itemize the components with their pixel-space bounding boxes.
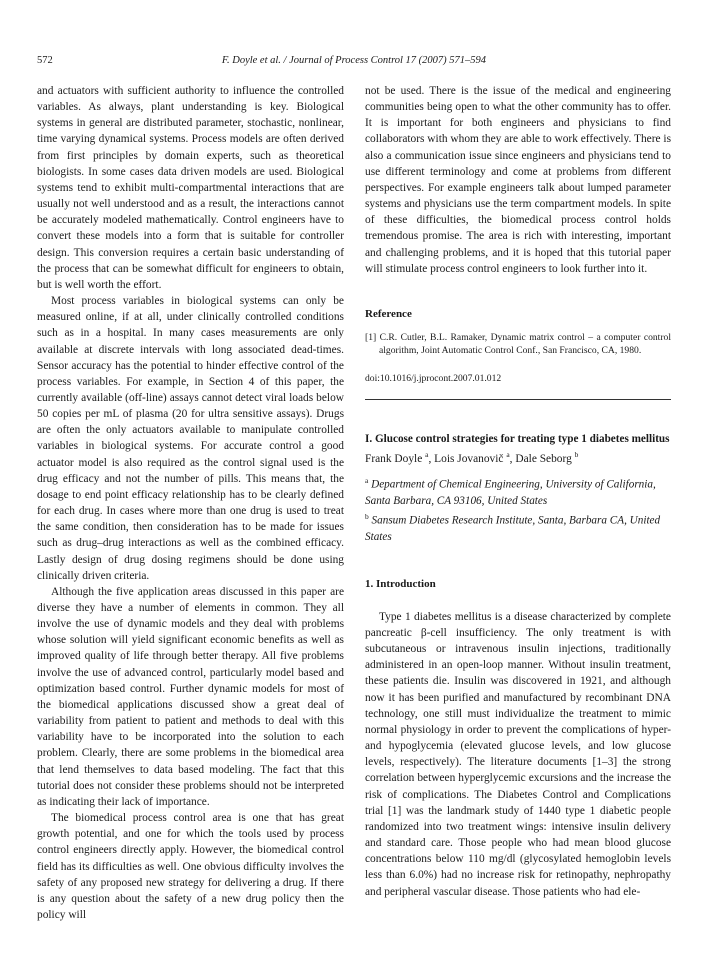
author-list: Frank Doyle $^a$, Lois Jovanovič $^a$, Dale Seborg $^b$ <box>365 449 579 465</box>
page-header <box>37 55 671 71</box>
affiliation <box>365 473 671 509</box>
right-column <box>365 83 671 900</box>
author-name: Lois Jovanovič <box>434 452 504 465</box>
affiliation-mark: a <box>506 449 510 459</box>
affiliation-mark: a <box>365 475 369 485</box>
author-name: Dale Seborg <box>515 452 572 465</box>
affiliation <box>365 509 671 545</box>
affiliation-mark: a <box>425 449 429 459</box>
body-paragraph: The biomedical process control area is one that has great growth potential, and one for which the tools used by process control engineers directly apply. However, the biomedical control field has its difficulties as well. One obvious difficulty involves the safety of any proposed new strategy for delivering a drug. If there is any question about the safety of a new drug policy then the policy will <box>37 812 344 921</box>
page-number: 572 <box>37 55 53 66</box>
body-paragraph: and actuators with sufficient authority to influence the controlled variables. As always, plant understanding is key. Biological systems in general are distributed parameter, stochastic, nonlinear, time varying dynamical systems. Process models are often derived from first principles by domain experts, such as theoretical biologists. In some cases data driven models are used. Biological systems tend to exhibit multi-compartmental interactions that are usually not well understood and as a result, the interactions cannot be accurately modeled mathematically. Control engineers have to convert these models into a form that is suitable for controller design. This conversion requires a certain basic understanding of the process that can be somewhat difficult for engineers to obtain, but is well worth the effort. <box>37 85 344 291</box>
running-title: F. Doyle et al. / Journal of Process Control 17 (2007) 571–594 <box>221 55 487 66</box>
affiliation-mark: b <box>365 511 369 521</box>
reference-item: [1] C.R. Cutler, B.L. Ramaker, Dynamic matrix control – a computer control algorithm, Joint Automatic Control Conf., San Francisco, CA, 1980. <box>365 331 671 357</box>
left-column <box>37 83 344 923</box>
affiliation-text: Department of Chemical Engineering, University of California, Santa Barbara, CA 93106, United States <box>365 478 656 507</box>
affiliation-text: Sansum Diabetes Research Institute, Santa, Barbara CA, United States <box>365 514 661 543</box>
article-title: I. Glucose control strategies for treating type 1 diabetes mellitus <box>365 433 670 446</box>
body-paragraph: not be used. There is the issue of the medical and engineering communities being open to what the other community has to offer. It is important for both engineers and physicians to find collaborators with whom they are able to work effectively. There is also a communication issue since engineers and physicians tend to use different terminology and come at problems from different perspectives. For example engineers talk about lumped parameter systems and physicians use the term compartment models. In spite of these difficulties, the biomedical process control holds tremendous promise. The area is rich with interesting, important and challenging problems, and it is hoped that this tutorial paper will stimulate process control engineers to look further into it. <box>365 85 671 275</box>
body-paragraph: Type 1 diabetes mellitus is a disease characterized by complete pancreatic β-cell insufficiency. The only treatment is with subcutaneous or intravenous insulin injections, traditionally administered in an open-loop manner. Without insulin treatment, these patients die. Insulin was discovered in 1921, and although now it has been purified and manufactured by recombinant DNA technology, one still must individualize the treatment to mimic normal physiology in order to prevent the complications of hyper- and hypoglycemia (elevated glucose levels, and low glucose levels, respectively). The literature documents [1–3] the strong correlation between hyperglycemic excursions and the increase the risk of complications. The Diabetes Control and Complications trial [1] was the landmark study of 1440 type 1 diabetic people randomized into two treatment wings: intensive insulin delivery and standard care. Those people who had mean blood glucose concentrations below 110 mg/dl (glycosylated hemoglobin levels less than 6.0%) had no increase risk for retinopathy, nephropathy and peripheral vascular disease. Those patients who had ele- <box>365 610 671 898</box>
body-paragraph: Most process variables in biological systems can only be measured online, if at all, under clinically controlled conditions such as in a hospital. In many cases measurements are only available at discrete intervals with long associated dead-times. Sensor accuracy has the potential to hinder effective control of the process variables. For example, in Section 4 of this paper, the currently available (off-line) assays cannot detect viral loads below 50 copies per mL of plasma (20 for ultra sensitive assays). Drugs are often the only actuators available to manipulate controlled variables in biological systems. For accurate control a good actuator model is also required as the control signal used is the drug efficacy and not the number of pills. This means that, the dosage to end point efficacy relationship has to be clearly defined for each drug. In cases where more than one drug is used to treat the same condition, then consideration has to be made for issues such as drug–drug interactions as well as the combined efficacy. Lastly design of drug dosing regimens should be done using clinically driven criteria. <box>37 295 344 582</box>
section-heading: 1. Introduction <box>365 577 436 590</box>
body-paragraph: Although the five application areas discussed in this paper are diverse they have a number of elements in common. They all involve the use of dynamic models and they deal with problems whose solution will yield significant economic benefits as well as improved quality of life through better therapy. All five problems involve the use of advanced control, particularly model based and optimization based control. Further dynamic models for most of the biomedical applications discussed show a great deal of variability from patient to patient and methods to deal with this variability have to be incorporated into the solution to each problem. Clearly, there are some problems in the biomedical area that lend themselves to data based modeling. The fact that this tutorial does not consider these problems should not be interpreted as indicating their lack of importance. <box>37 585 344 808</box>
reference-heading: Reference <box>365 307 412 320</box>
doi-link[interactable]: doi:10.1016/j.jprocont.2007.01.012 <box>365 373 502 385</box>
affiliation-mark: b <box>574 449 579 459</box>
author-name: Frank Doyle <box>365 452 423 465</box>
